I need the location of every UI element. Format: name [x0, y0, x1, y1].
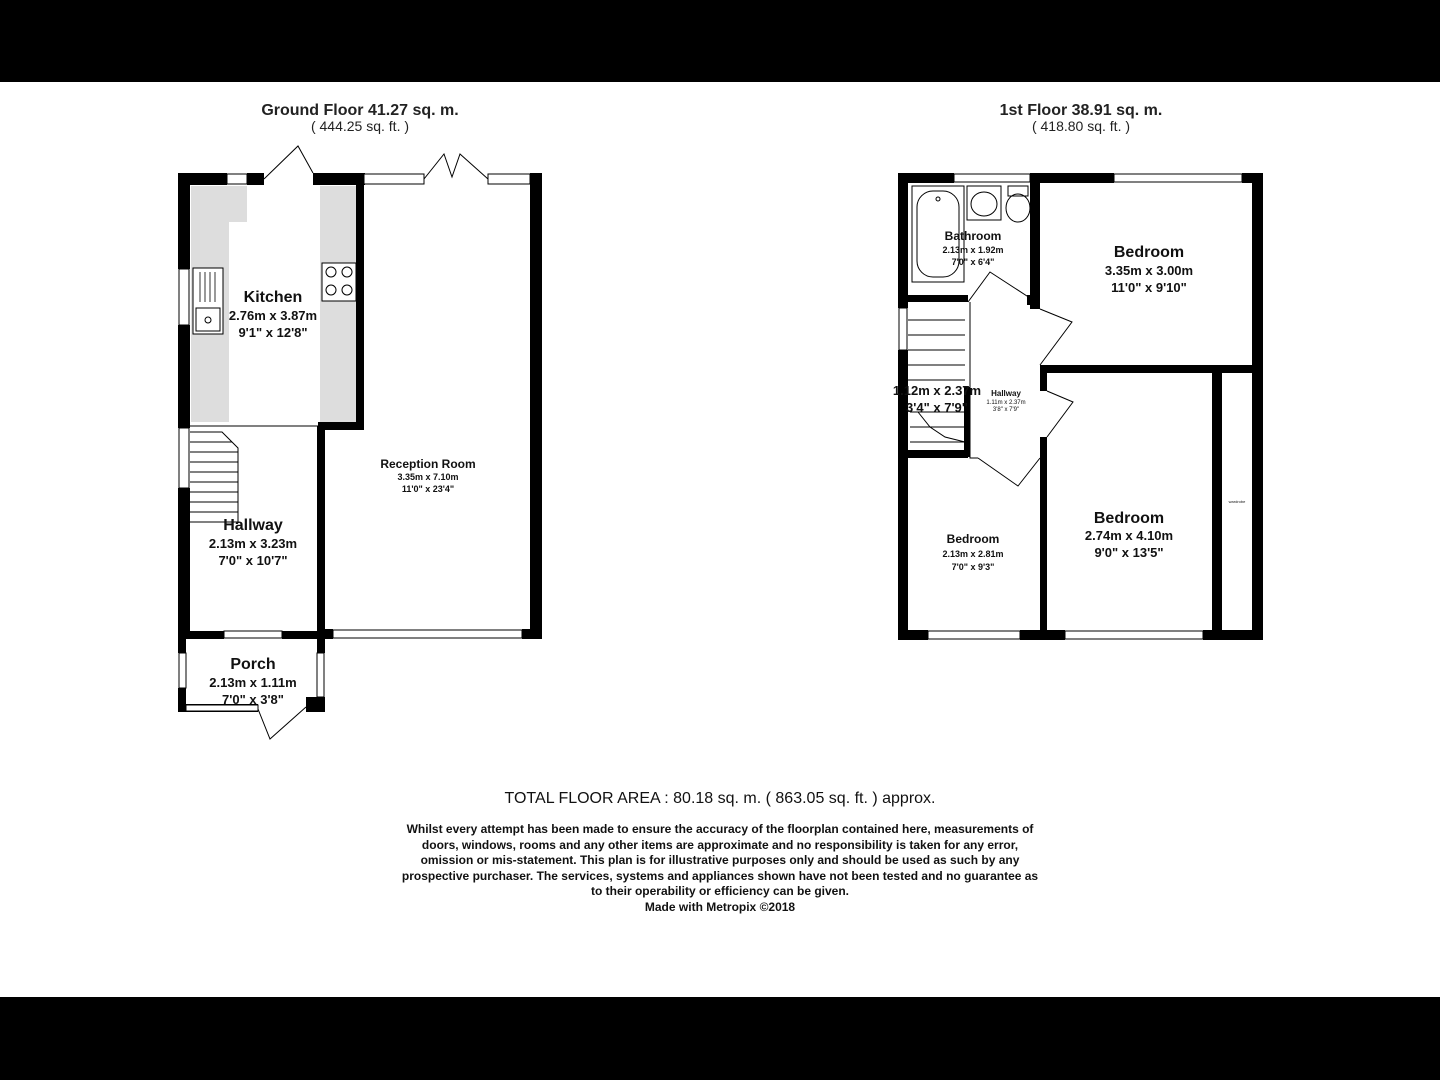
front-door [258, 707, 306, 739]
first-floor-title: 1st Floor 38.91 sq. m. [999, 102, 1163, 119]
bedroom-3-metric: 2.74m x 4.10m [1084, 528, 1174, 543]
first-hallway-name: Hallway [991, 389, 1021, 398]
first-hallway-imperial: 3'8" x 7'9" [992, 407, 1020, 413]
window [899, 308, 907, 350]
ground-floor-plan [178, 146, 542, 739]
bathroom-imperial: 7'0" x 6'4" [951, 257, 995, 267]
window [224, 631, 282, 638]
first-hallway-metric: 1.11m x 2.37m [986, 400, 1026, 406]
bedroom-door [1047, 391, 1073, 437]
window [333, 630, 522, 638]
first-floor-subtitle: ( 418.80 sq. ft. ) [1031, 118, 1131, 134]
ground-floor-title: Ground Floor 41.27 sq. m. [261, 102, 459, 119]
reception-metric: 3.35m x 7.10m [397, 472, 459, 482]
staircase [190, 432, 238, 522]
bedroom-1-imperial: 11'0" x 9'10" [1111, 280, 1187, 295]
window [928, 631, 1020, 639]
bathroom-metric: 2.13m x 1.92m [942, 245, 1004, 255]
window [1114, 174, 1242, 182]
hallway-imperial: 7'0" x 10'7" [218, 553, 288, 568]
kitchen-worktop [320, 186, 356, 422]
window [179, 269, 189, 325]
first-floor-plan [893, 173, 1263, 640]
staircase [908, 320, 965, 442]
hallway-metric: 2.13m x 3.23m [208, 536, 298, 551]
porch-metric: 2.13m x 1.11m [209, 675, 297, 690]
landing-metric: 1.12m x 2.37m [892, 383, 982, 398]
bedroom-1-metric: 3.35m x 3.00m [1104, 263, 1194, 278]
ground-floor-subtitle: ( 444.25 sq. ft. ) [310, 118, 410, 134]
bedroom-3-name: Bedroom [1093, 510, 1165, 527]
french-doors [424, 154, 488, 179]
landing-imperial: 3'4" x 7'9" [906, 400, 968, 415]
floorplan-sheet [0, 82, 1440, 997]
bedroom-1-name: Bedroom [1113, 244, 1185, 261]
porch-name: Porch [230, 656, 276, 673]
window [1065, 631, 1203, 639]
window [364, 174, 424, 184]
window [488, 174, 530, 184]
bathroom-door [968, 272, 1030, 302]
credit-text: Made with Metropix ©2018 [644, 900, 796, 914]
total-floor-area: TOTAL FLOOR AREA : 80.18 sq. m. ( 863.05 sq. ft. ) approx. [504, 790, 936, 807]
washbasin-icon [967, 186, 1001, 220]
kitchen-metric: 2.76m x 3.87m [228, 308, 318, 323]
bedroom-2-name: Bedroom [946, 532, 1000, 546]
kitchen-name: Kitchen [243, 289, 303, 306]
kitchen-worktop [191, 186, 247, 222]
toilet-icon [1006, 186, 1030, 222]
wardrobe-label: wardrobe [1228, 499, 1246, 504]
bedroom-3-imperial: 9'0" x 13'5" [1094, 545, 1164, 560]
sink-icon [193, 268, 223, 334]
reception-name: Reception Room [380, 457, 476, 471]
hallway-name: Hallway [223, 517, 283, 534]
window [227, 174, 247, 184]
window [179, 653, 186, 688]
kitchen-imperial: 9'1" x 12'8" [238, 325, 308, 340]
window [317, 653, 324, 697]
bedroom-2-metric: 2.13m x 2.81m [942, 549, 1004, 559]
disclaimer-text: Whilst every attempt has been made to ensure the accuracy of the floorplan contained here, measurements of doors, windows, rooms and any other items are approximate and no responsibility is taken for any error, omission or mis-statement. This plan is for illustrative purposes only and should be used as such by any prospective purchaser. The services, systems and appliances shown have not been tested and no guarantee as to their operability or efficiency can be given. [401, 822, 1039, 898]
hob-icon [322, 263, 356, 301]
reception-imperial: 11'0" x 23'4" [401, 484, 455, 494]
bedroom-2-imperial: 7'0" x 9'3" [951, 562, 995, 572]
window [179, 428, 189, 488]
window [954, 174, 1030, 182]
bathroom-name: Bathroom [944, 229, 1002, 243]
porch-imperial: 7'0" x 3'8" [222, 692, 284, 707]
back-door [264, 146, 313, 179]
bedroom-door [1040, 309, 1072, 365]
bedroom-door [978, 458, 1040, 486]
